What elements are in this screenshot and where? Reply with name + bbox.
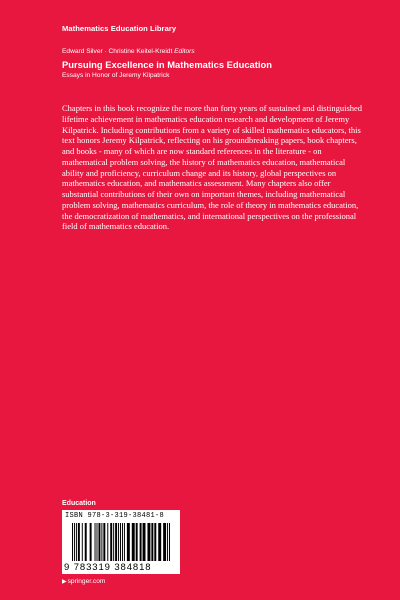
barcode-bar — [90, 523, 92, 561]
editor-names: Edward Silver · Christine Keitel-Kreidt — [62, 48, 173, 55]
editors-line — [62, 48, 195, 55]
barcode — [62, 510, 180, 574]
barcode-bar — [151, 523, 153, 561]
barcode-bar — [136, 523, 138, 561]
subject-category: Education — [62, 500, 96, 507]
barcode-bar — [132, 523, 135, 561]
barcode-bar — [167, 523, 168, 561]
barcode-bar — [169, 523, 170, 561]
series-name: Mathematics Education Library — [62, 24, 177, 33]
website-link[interactable] — [62, 578, 105, 585]
barcode-bar — [163, 523, 166, 561]
barcode-bar — [147, 523, 150, 561]
book-description: Chapters in this book recognize the more than forty years of sustained and distinguished lifetime achievement in mathematics education research and development of Jeremy Kilpatrick. Including contributions from a variety of skilled mathematics educators, this text honors Jeremy Kilpatrick, reflecting on his groundbreaking papers, book chapters, and books - many of which are now standard references in the literature - on mathematical problem solving, the history of mathematics education, mathematical ability and proficiency, curriculum change and its history, global perspectives on mathematics education, and mathematics assessment. Many chapters also offer substantial contributions of their own on important themes, including mathematical problem solving, mathematics curriculum, the role of theory in mathematics education, the democratization of mathematics, and international perspectives on the professional field of mathematics education. — [62, 103, 363, 232]
book-title: Pursuing Excellence in Mathematics Education — [62, 59, 272, 70]
barcode-bar — [154, 523, 156, 561]
barcode-bar — [107, 523, 108, 561]
barcode-bar — [122, 523, 123, 561]
barcode-bar — [115, 523, 117, 561]
barcode-bar — [74, 523, 75, 561]
barcode-bar — [76, 523, 77, 561]
barcode-bar — [98, 523, 100, 561]
barcode-bar — [118, 523, 119, 561]
barcode-bars — [72, 523, 172, 563]
barcode-bar — [124, 523, 125, 561]
barcode-bar — [127, 523, 130, 561]
barcode-bar — [101, 523, 102, 561]
barcode-bar — [120, 523, 121, 561]
barcode-bar — [78, 523, 80, 561]
barcode-bar — [140, 523, 142, 561]
isbn-text: ISBN 978-3-319-38481-8 — [65, 512, 165, 520]
barcode-bar — [110, 523, 112, 561]
barcode-bar — [97, 523, 98, 561]
barcode-bar — [113, 523, 114, 561]
barcode-bar — [85, 523, 87, 561]
barcode-bar — [158, 523, 161, 561]
editors-role: Editors — [174, 48, 195, 55]
book-subtitle: Essays in Honor of Jeremy Kilpatrick — [62, 72, 170, 79]
barcode-bar — [95, 523, 96, 561]
barcode-bar — [82, 523, 83, 561]
barcode-digits: 9 783319 384818 — [64, 562, 152, 573]
arrow-right-icon: ▶ — [62, 579, 67, 585]
barcode-bar — [143, 523, 146, 561]
barcode-bar — [72, 523, 73, 561]
website-url: springer.com — [67, 578, 106, 585]
barcode-bar — [103, 523, 105, 561]
